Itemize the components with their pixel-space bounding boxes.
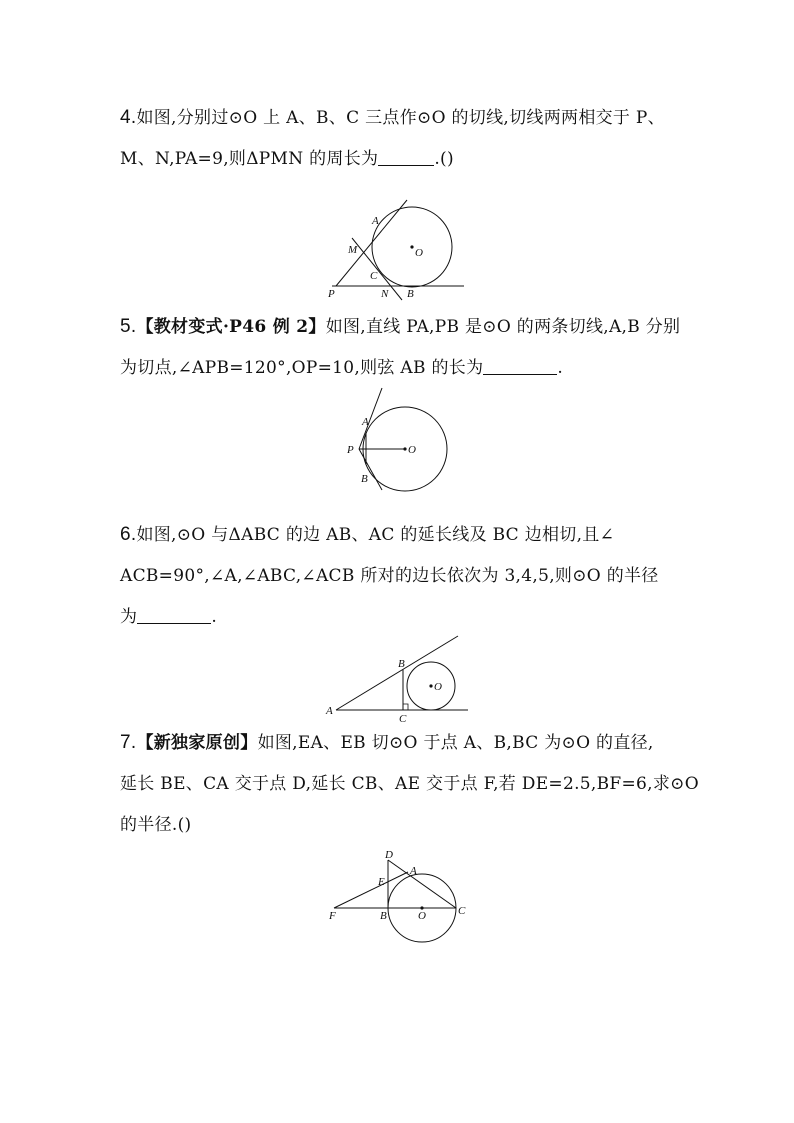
label-a: A [372, 215, 379, 227]
center-dot [429, 684, 432, 687]
tangent-mn [352, 238, 402, 300]
figure-problem-4 [322, 196, 492, 302]
problem-text-line: M、N,PA=9,则ΔPMN 的周长为 [120, 149, 379, 169]
problem-6 [120, 524, 690, 628]
problem-text-line: 如图,直线 PA,PB 是⊙O 的两条切线,A,B 分别 [325, 317, 681, 337]
problem-text-line: . [557, 358, 564, 378]
problem-text-line: 延长 BE、CA 交于点 D,延长 CB、AE 交于点 F,若 DE=2.5,BF=6,求⊙O [120, 774, 699, 794]
problem-number: 6. [120, 524, 137, 545]
problem-text-line: .() [434, 149, 454, 169]
label-c: C [370, 270, 378, 282]
label-m: M [348, 244, 358, 256]
label-a: A [410, 865, 417, 877]
problem-text-line: . [211, 607, 218, 627]
label-b: B [398, 658, 405, 670]
problem-text-line: 为 [120, 607, 138, 627]
problem-text-line: 如图,分别过⊙O 上 A、B、C 三点作⊙O 的切线,切线两两相交于 P、 [136, 108, 665, 128]
problem-number: 5. [120, 316, 137, 337]
label-d: D [385, 849, 393, 861]
center-dot [410, 245, 413, 248]
answer-blank[interactable] [137, 607, 211, 624]
label-e: E [378, 876, 385, 888]
problem-tag: 【新独家原创】 [136, 733, 258, 753]
answer-blank[interactable] [483, 358, 557, 375]
problem-text-line: 如图,⊙O 与ΔABC 的边 AB、AC 的延长线及 BC 边相切,且∠ [136, 525, 615, 545]
label-b: B [407, 288, 414, 300]
label-p: P [328, 288, 335, 300]
line-ab [336, 636, 458, 710]
label-a: A [362, 416, 369, 428]
center-dot [403, 447, 406, 450]
label-a: A [326, 705, 333, 717]
label-o: O [415, 247, 423, 259]
right-angle-mark [403, 704, 408, 710]
figure-problem-5 [340, 386, 454, 494]
line-fa [334, 872, 408, 908]
label-o: O [434, 681, 442, 693]
figure-problem-7 [322, 846, 472, 946]
problem-7 [120, 732, 699, 836]
figure-problem-6 [322, 634, 468, 726]
problem-5 [120, 316, 690, 379]
answer-blank[interactable] [378, 149, 434, 166]
problem-text-line: ACB=90°,∠A,∠ABC,∠ACB 所对的边长依次为 3,4,5,则⊙O 的半径 [120, 566, 659, 586]
problem-number: 7. [120, 732, 137, 753]
problem-4 [120, 107, 690, 170]
label-b: B [380, 910, 387, 922]
label-f: F [329, 910, 336, 922]
label-b: B [361, 473, 368, 485]
label-o: O [418, 910, 426, 922]
label-p: P [347, 444, 354, 456]
problem-number: 4. [120, 107, 137, 128]
label-n: N [381, 288, 389, 300]
problem-text-line: 如图,EA、EB 切⊙O 于点 A、B,BC 为⊙O 的直径, [257, 733, 654, 753]
problem-text-line: 的半径.() [120, 815, 192, 835]
problem-text-line: 为切点,∠APB=120°,OP=10,则弦 AB 的长为 [120, 358, 484, 378]
label-c: C [399, 713, 407, 725]
problem-tag: 【教材变式·P46 例 2】 [136, 317, 326, 337]
label-o: O [408, 444, 416, 456]
label-c: C [458, 905, 466, 917]
